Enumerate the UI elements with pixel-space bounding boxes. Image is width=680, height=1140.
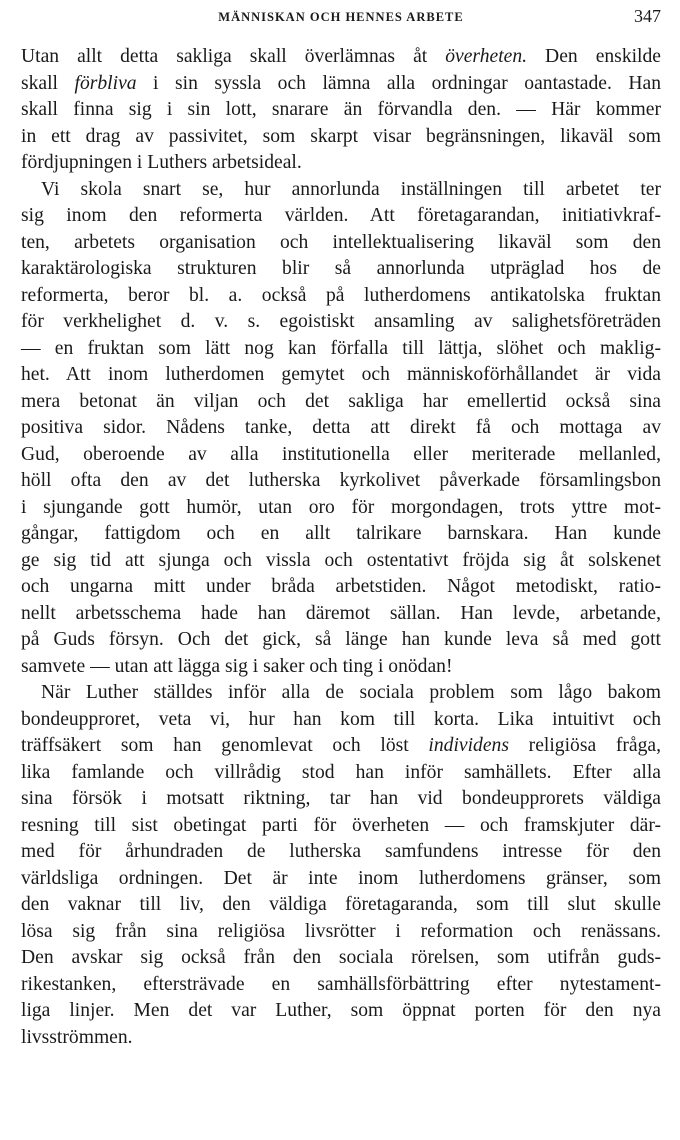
text-segment: resning till sist obetingat parti för överheten — och framskjuter där- bbox=[21, 814, 661, 836]
text-line bbox=[21, 150, 661, 177]
text-line bbox=[21, 998, 661, 1025]
text-segment: med för århundraden de lutherska samfundens intresse för den bbox=[21, 841, 661, 862]
text-line bbox=[21, 892, 661, 919]
text-segment: lösa sig från sina religiösa livsrötter i reformation och renässans. bbox=[21, 920, 661, 942]
text-segment: reformerta, beror bl. a. också på lutherdomens antikatolska fruktan bbox=[21, 284, 661, 306]
text-segment: lika famlande och villrådig stod han inför samhällets. Efter alla bbox=[21, 761, 661, 783]
text-line bbox=[21, 574, 661, 601]
text-segment: livsströmmen. bbox=[21, 1026, 133, 1048]
text-line bbox=[21, 283, 661, 310]
text-line bbox=[21, 839, 661, 866]
text-segment: liga linjer. Men det var Luther, som öppnat porten för den nya bbox=[21, 1000, 661, 1021]
text-segment: på Guds försyn. Och det gick, så länge han kunde leva så med gott bbox=[21, 629, 661, 650]
text-line bbox=[21, 1025, 661, 1052]
text-line bbox=[21, 442, 661, 469]
text-line bbox=[21, 71, 661, 98]
italic-text-segment: överheten. bbox=[445, 46, 528, 67]
text-segment: Vi skola snart se, hur annorlunda inställningen till arbetet ter bbox=[41, 178, 661, 200]
text-segment: sig inom den reformerta världen. Att företagarandan, initiativkraf- bbox=[21, 205, 661, 226]
text-segment: ten, arbetets organisation och intellektualisering likaväl som den bbox=[21, 231, 661, 253]
text-segment: karaktärologiska strukturen blir så annorlunda utpräglad hos de bbox=[21, 258, 661, 279]
text-segment: bondeupproret, veta vi, hur han kom till korta. Lika intuitivt och bbox=[21, 708, 661, 730]
text-segment: Gud, oberoende av alla institutionella eller meriterade mellanled, bbox=[21, 443, 661, 465]
text-line bbox=[21, 495, 661, 522]
text-line bbox=[21, 124, 661, 151]
text-line bbox=[21, 733, 661, 760]
page-header bbox=[21, 6, 661, 30]
text-line bbox=[21, 336, 661, 363]
text-line bbox=[21, 707, 661, 734]
text-line bbox=[21, 177, 661, 204]
text-segment: och ungarna mitt under bråda arbetstiden. Något metodiskt, ratio- bbox=[21, 576, 661, 597]
text-segment: rikestanken, eftersträvade en samhällsförbättring efter nytestament- bbox=[21, 973, 661, 995]
text-line bbox=[21, 919, 661, 946]
text-segment: — en fruktan som lätt nog kan förfalla till lättja, slöhet och maklig- bbox=[21, 337, 661, 359]
text-segment: fördjupningen i Luthers arbetsideal. bbox=[21, 152, 302, 173]
text-segment: för verkhelighet d. v. s. egoistiskt ansamling av salighetsföreträden bbox=[21, 311, 661, 332]
text-segment: i sjungande gott humör, utan oro för morgondagen, trots yttre mot- bbox=[21, 496, 661, 518]
text-segment: in ett drag av passivitet, som skarpt visar begränsningen, likaväl som bbox=[21, 125, 661, 147]
text-line bbox=[21, 972, 661, 999]
running-title: MÄNNISKAN OCH HENNES ARBETE bbox=[218, 10, 464, 24]
text-segment: träffsäkert som han genomlevat och löst bbox=[21, 735, 429, 756]
text-line bbox=[21, 468, 661, 495]
text-line bbox=[21, 309, 661, 336]
text-segment: mera betonat än viljan och det sakliga har emellertid också sina bbox=[21, 390, 661, 412]
text-line bbox=[21, 44, 661, 71]
text-segment: nellt arbetsschema hade han däremot sällan. Han levde, arbetande, bbox=[21, 602, 661, 624]
text-segment: ge sig tid att sjunga och vissla och ostentativt fröjda sig åt solskenet bbox=[21, 549, 661, 571]
text-line bbox=[21, 256, 661, 283]
text-line bbox=[21, 627, 661, 654]
text-segment: sina försök i motsatt riktning, tar han vid bondeupprorets väldiga bbox=[21, 788, 661, 809]
text-segment: skall bbox=[21, 72, 75, 94]
text-segment: världsliga ordningen. Det är inte inom lutherdomens gränser, som bbox=[21, 867, 661, 889]
text-line bbox=[21, 97, 661, 124]
text-line bbox=[21, 786, 661, 813]
text-line bbox=[21, 680, 661, 707]
text-line bbox=[21, 203, 661, 230]
text-segment: het. Att inom lutherdomen gemytet och människoförhållandet är vida bbox=[21, 364, 661, 385]
text-segment: den vaknar till liv, den väldiga företagaranda, som till slut skulle bbox=[21, 894, 661, 915]
text-segment: gångar, fattigdom och en allt talrikare barnskara. Han kunde bbox=[21, 523, 661, 544]
italic-text-segment: individens bbox=[428, 735, 509, 756]
text-line bbox=[21, 362, 661, 389]
text-line bbox=[21, 813, 661, 840]
text-segment: samvete — utan att lägga sig i saker och ting i onödan! bbox=[21, 655, 453, 677]
text-line bbox=[21, 389, 661, 416]
text-segment: Utan allt detta sakliga skall överlämnas åt bbox=[21, 46, 446, 67]
page-number: 347 bbox=[634, 6, 661, 26]
body-text bbox=[21, 44, 661, 1051]
text-segment: religiösa fråga, bbox=[508, 735, 661, 756]
text-line bbox=[21, 945, 661, 972]
text-line bbox=[21, 760, 661, 787]
text-segment: Den avskar sig också från den sociala rörelsen, som utifrån guds- bbox=[21, 947, 661, 968]
italic-text-segment: förbliva bbox=[74, 72, 137, 94]
text-segment: skall finna sig i sin lott, snarare än förvandla den. — Här kommer bbox=[21, 99, 661, 120]
text-line bbox=[21, 521, 661, 548]
text-segment: När Luther ställdes inför alla de sociala problem som lågo bakom bbox=[41, 682, 661, 703]
text-segment: i sin syssla och lämna alla ordningar oantastade. Han bbox=[136, 72, 662, 94]
text-line bbox=[21, 230, 661, 257]
text-line bbox=[21, 654, 661, 681]
text-line bbox=[21, 866, 661, 893]
text-segment: positiva sidor. Nådens tanke, detta att direkt få och mottaga av bbox=[21, 417, 661, 438]
text-segment: Den enskilde bbox=[527, 46, 661, 67]
text-line bbox=[21, 415, 661, 442]
text-line bbox=[21, 548, 661, 575]
text-segment: höll ofta den av det lutherska kyrkolivet påverkade församlingsbon bbox=[21, 470, 661, 491]
text-line bbox=[21, 601, 661, 628]
